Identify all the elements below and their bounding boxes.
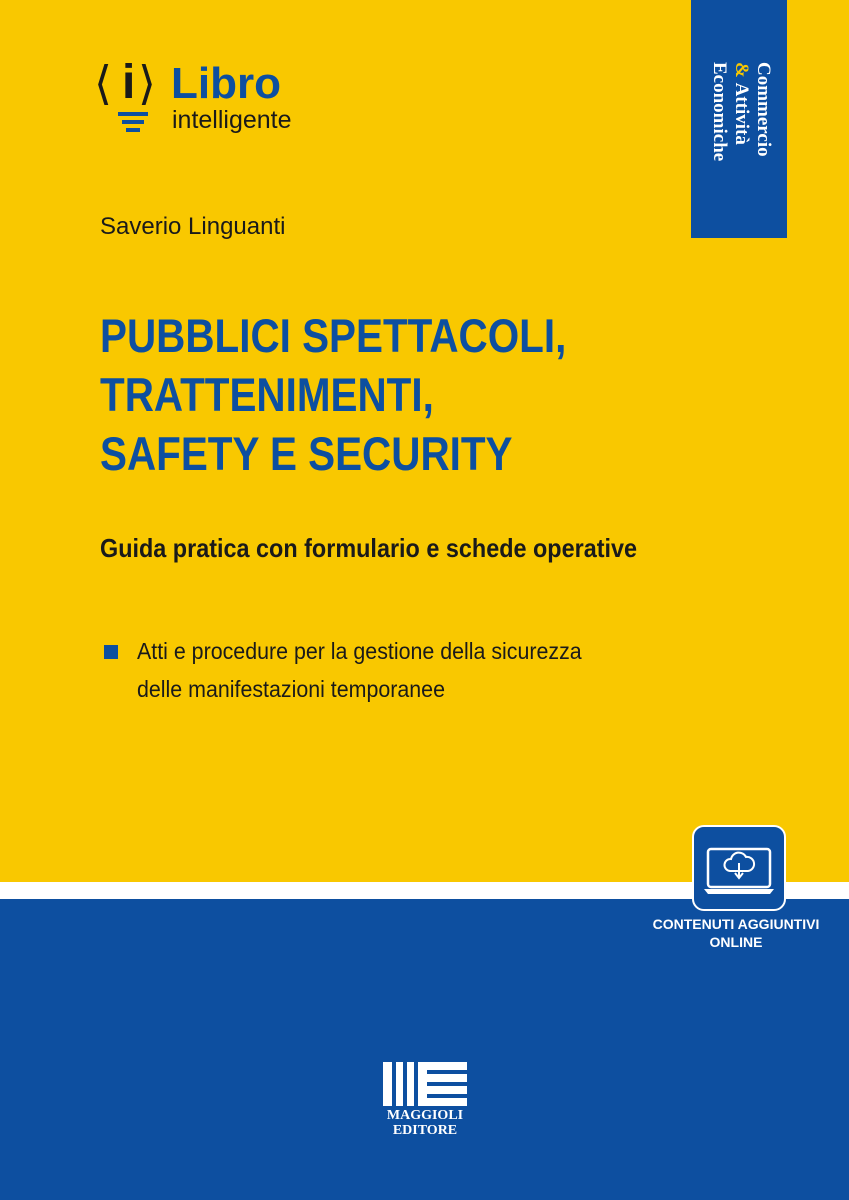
publisher-line-1: MAGGIOLI bbox=[386, 1108, 464, 1123]
logo-word-libro: Libro bbox=[171, 59, 281, 108]
bullet-square-icon bbox=[104, 645, 118, 659]
title-line: PUBBLICI SPETTACOLI, bbox=[100, 309, 567, 362]
publisher-name bbox=[379, 1108, 471, 1138]
logo-lines-icon bbox=[118, 112, 148, 136]
bullet-line: delle manifestazioni temporanee bbox=[137, 676, 445, 702]
ilibro-intelligente-logo bbox=[94, 56, 308, 140]
series-ampersand: & bbox=[731, 62, 752, 78]
logo-bracket-left: ⟨ bbox=[94, 56, 112, 110]
bullet-line: Atti e procedure per la gestione della sicurezza bbox=[137, 638, 582, 664]
publisher-line-2: EDITORE bbox=[392, 1123, 458, 1138]
series-label bbox=[704, 62, 774, 161]
maggioli-logo-mark bbox=[383, 1062, 467, 1106]
book-title bbox=[100, 306, 650, 483]
title-line: SAFETY E SECURITY bbox=[100, 427, 513, 480]
logo-tagline: intelligente bbox=[172, 106, 292, 134]
bullet-text bbox=[137, 632, 658, 708]
logo-bracket-right: ⟩ bbox=[138, 56, 156, 110]
logo-letter-i: i bbox=[122, 56, 136, 109]
book-subtitle: Guida pratica con formulario e schede operative bbox=[100, 533, 638, 563]
title-line: TRATTENIMENTI, bbox=[100, 368, 434, 421]
online-label-line-1: CONTENUTI AGGIUNTIVI bbox=[652, 916, 820, 932]
maggioli-editore-logo bbox=[379, 1062, 471, 1142]
online-content-label bbox=[646, 915, 826, 951]
online-label-line-2: ONLINE bbox=[709, 934, 763, 950]
series-line-1: Commercio bbox=[753, 62, 774, 157]
laptop-cloud-download-icon bbox=[692, 825, 786, 911]
series-line-3: Economiche bbox=[709, 62, 730, 162]
series-line-2: Attività bbox=[731, 82, 752, 145]
author-name: Saverio Linguanti bbox=[100, 213, 286, 240]
